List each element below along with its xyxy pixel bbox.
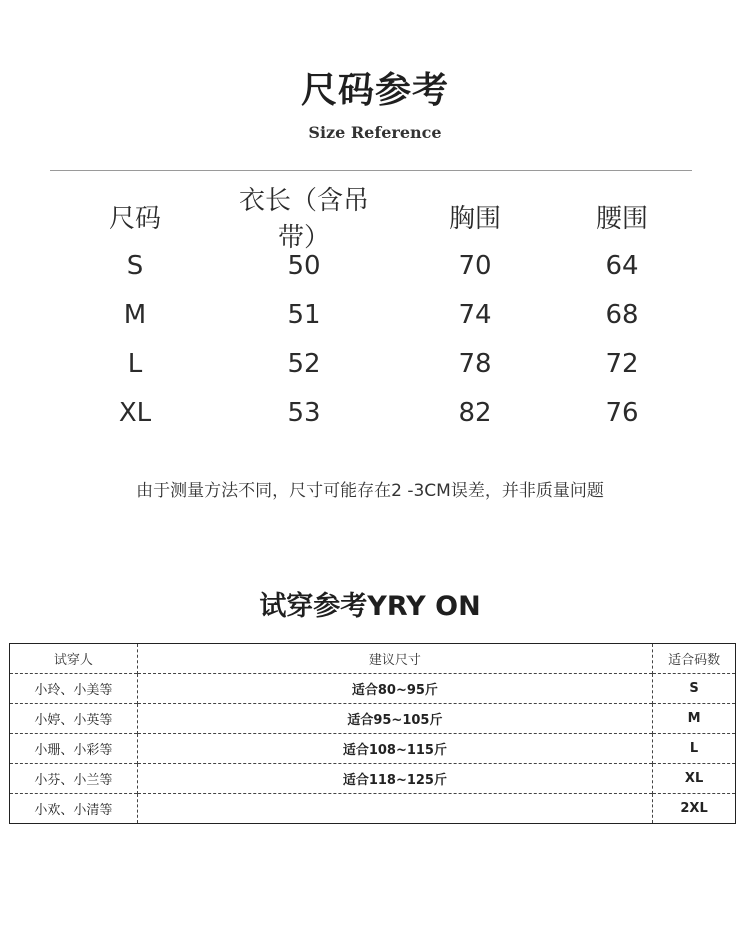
- table-row: [10, 704, 736, 734]
- fit-size: L: [653, 734, 736, 764]
- table-cell: 78: [458, 348, 492, 379]
- recommended-weight: 适合108~115斤: [137, 734, 653, 764]
- table-cell: S: [126, 250, 144, 281]
- recommended-weight: 适合118~125斤: [137, 764, 653, 794]
- table-cell: 74: [458, 299, 492, 330]
- table-cell: 64: [605, 250, 639, 281]
- tester-names: 小婷、小英等: [10, 704, 138, 734]
- column-header: 尺码: [108, 204, 161, 234]
- table-cell: M: [123, 299, 147, 330]
- recommended-weight: [137, 794, 653, 824]
- try-on-table-header: [10, 644, 736, 674]
- fit-size: M: [653, 704, 736, 734]
- table-cell: 82: [458, 397, 492, 428]
- size-table-header: [50, 185, 692, 253]
- table-cell: 68: [605, 299, 639, 330]
- page-subtitle: Size Reference: [308, 123, 442, 142]
- table-cell: XL: [118, 397, 152, 428]
- table-row: [10, 674, 736, 704]
- tester-names: 小芬、小兰等: [10, 764, 138, 794]
- table-row: [50, 388, 692, 437]
- fit-size: 2XL: [653, 794, 736, 824]
- measurement-note: 由于测量方法不同，尺寸可能存在2 -3CM误差，并非质量问题: [136, 481, 604, 501]
- divider: [50, 170, 692, 171]
- try-on-table: [9, 643, 736, 824]
- recommended-weight: 适合80~95斤: [137, 674, 653, 704]
- table-cell: 51: [287, 299, 321, 330]
- table-row: [50, 290, 692, 339]
- table-cell: 52: [287, 348, 321, 379]
- table-row: [10, 764, 736, 794]
- column-header: 适合码数: [653, 644, 736, 674]
- table-row: [10, 794, 736, 824]
- table-row: [50, 339, 692, 388]
- table-cell: 53: [287, 397, 321, 428]
- column-header: 胸围: [448, 204, 501, 234]
- table-cell: 70: [458, 250, 492, 281]
- table-cell: 50: [287, 250, 321, 281]
- column-header: 建议尺寸: [137, 644, 653, 674]
- tester-names: 小欢、小清等: [10, 794, 138, 824]
- column-header: 试穿人: [53, 653, 93, 668]
- table-cell: 72: [605, 348, 639, 379]
- fit-size: XL: [653, 764, 736, 794]
- tester-names: 小玲、小美等: [10, 674, 138, 704]
- table-row: [10, 734, 736, 764]
- page-title: 尺码参考: [300, 70, 449, 111]
- table-cell: L: [127, 348, 143, 379]
- column-header: 腰围: [595, 204, 648, 234]
- size-reference-table: [50, 185, 692, 437]
- column-header: 衣长（含吊带）: [238, 185, 369, 253]
- table-cell: 76: [605, 397, 639, 428]
- fit-size: S: [653, 674, 736, 704]
- try-on-title: 试穿参考YRY ON: [259, 591, 481, 622]
- recommended-weight: 适合95~105斤: [137, 704, 653, 734]
- tester-names: 小珊、小彩等: [10, 734, 138, 764]
